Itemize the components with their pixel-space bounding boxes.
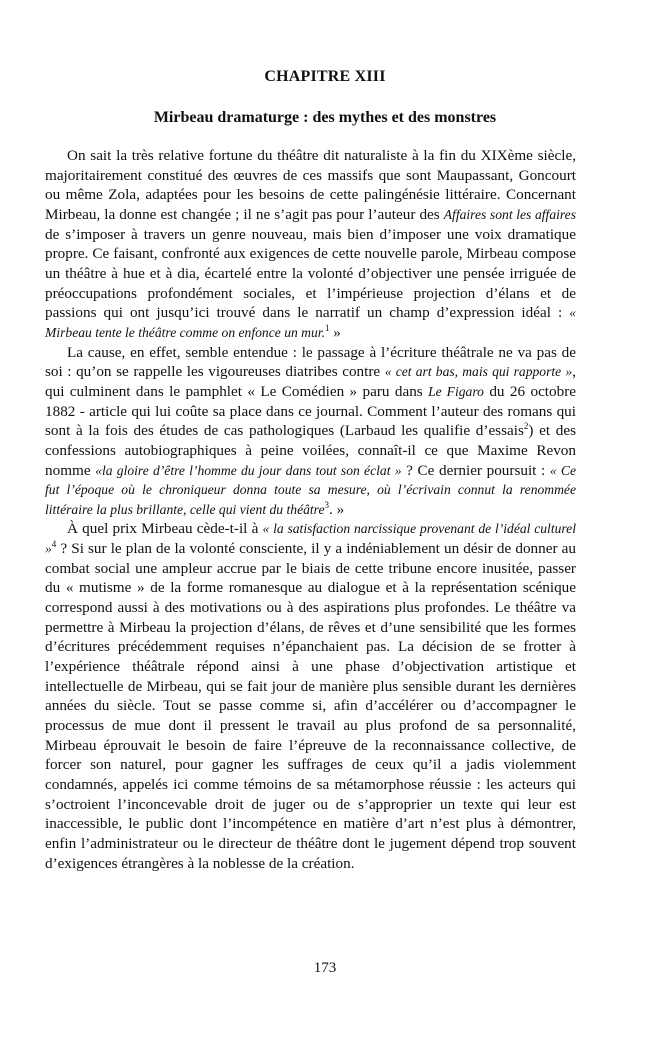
text-run: du 26 octobre 1882 - article qui lui coûte sa place dans ce journal. Comment l’auteur des romans qui sont à la fois des études de cas pathologiques (Larbaud les qualifie d’essais xyxy=(45,382,577,440)
chapter-subtitle: Mirbeau dramaturge : des mythes et des monstres xyxy=(153,109,497,126)
text-run: de s’imposer à travers un genre nouveau, mais bien d’imposer une voix dramatique propre. Ce faisant, confronté aux exigences de cette nouvelle parole, Mirbeau compose un théâtre à hue et à dia, écartelé entre la volonté d’objectiver une pensée irriguée de préoccupations profondément sociales, et l’impérieuse projection d’élans et de passions qui ont jusqu’ici trouvé dans le narratif un champ d’expression idéal : xyxy=(45,225,576,322)
page-number: 173 xyxy=(313,960,337,976)
italic-quote: « la satisfaction narcissique provenant de l’idéal culturel » xyxy=(45,521,576,557)
paragraph-3 xyxy=(45,519,576,873)
italic-quote: « cet art bas, mais qui rapporte » xyxy=(384,364,573,380)
chapter-heading: CHAPITRE XIII xyxy=(264,68,386,85)
text-run: La cause, en effet, semble entendue : le passage à l’écriture théâtrale ne va pas de soi : qu’on se rappelle les vigoureuses diatribes contre xyxy=(45,343,576,381)
body-text xyxy=(45,146,576,873)
paragraph-1 xyxy=(45,146,576,343)
text-run: ? Ce dernier poursuit : xyxy=(401,461,550,479)
text-run: , qui culminent dans le pamphlet « Le Comédien » paru dans xyxy=(45,363,576,400)
text-run: À quel prix Mirbeau cède-t-il à xyxy=(67,520,263,538)
footnote-ref: 3 xyxy=(324,499,330,510)
text-run: ? Si sur le plan de la volonté consciente, il y a indéniablement un désir de donner au combat social une ampleur accrue par le biais de cette tribune encore inusitée, passer du « mutisme » de la forme romanesque au dialogue et à la représentation scénique correspond aussi à des motivations ou à des aspirations plus profondes. Le théâtre va permettre à Mirbeau la projection d’élans, de rêves et d’une sensibilité que les formes d’écritures précédemment requises n’épanchaient pas. La décision de se frotter à l’expérience théâtrale répond ainsi à une phase d’objectivation artistique et intellectuelle de Mirbeau, qui se fait jour de manière plus sensible durant les dernières années du siècle. Tout se passe comme si, afin d’accélérer ou d’accompagner le processus de mue dont il pressent le travail au plus profond de sa personnalité, Mirbeau éprouvait le besoin de faire l’épreuve de la reconnaissance collective, de forcer son naturel, pour gagner les suffrages de ceux qu’il a jadis violemment condamnés, appelés ici comme témoins de sa métamorphose réussie : les acteurs qui s’octroient l’inconcevable droit de juger ou de s’approprier un texte qui leur est inaccessible, le public dont l’incompétence en matière d’art n’est plus à démontrer, enfin l’administrateur ou le directeur de théâtre dont le jugement dépend trop souvent d’exigences étrangères à la noblesse de la création. xyxy=(45,540,576,872)
text-run: ) et des confessions autobiographiques à peine voilées, connaît-il ce que Maxime Revon nomme xyxy=(45,422,577,479)
italic-quote: «la gloire d’être l’homme du jour dans tout son éclat » xyxy=(95,462,402,478)
text-run: » xyxy=(329,323,341,341)
footnote-ref: 4 xyxy=(51,539,57,550)
text-run: On sait la très relative fortune du théâtre dit naturaliste à la fin du XIXème siècle, majoritairement constitué des œuvres de ces massifs que sont Maupassant, Goncourt ou même Zola, adaptées pour les besoins de cette palingénésie littéraire. Concernant Mirbeau, la donne est changée ; il ne s’agit pas pour l’auteur des xyxy=(45,147,576,223)
italic-quote: « Ce fut l’époque où le chroniqueur donna toute sa mesure, où l’écrivain connut la renommée littéraire la plus brillante, celle qui vient du théâtre xyxy=(45,462,576,517)
text-run: . » xyxy=(329,500,345,518)
italic-quote: « Mirbeau tente le théâtre comme on enfonce un mur. xyxy=(45,305,576,340)
italic-quote: Affaires sont les affaires xyxy=(443,206,577,222)
italic-quote: Le Figaro xyxy=(428,383,484,399)
footnote-ref: 1 xyxy=(324,322,330,333)
footnote-ref: 2 xyxy=(523,421,529,432)
paragraph-2 xyxy=(45,343,576,520)
